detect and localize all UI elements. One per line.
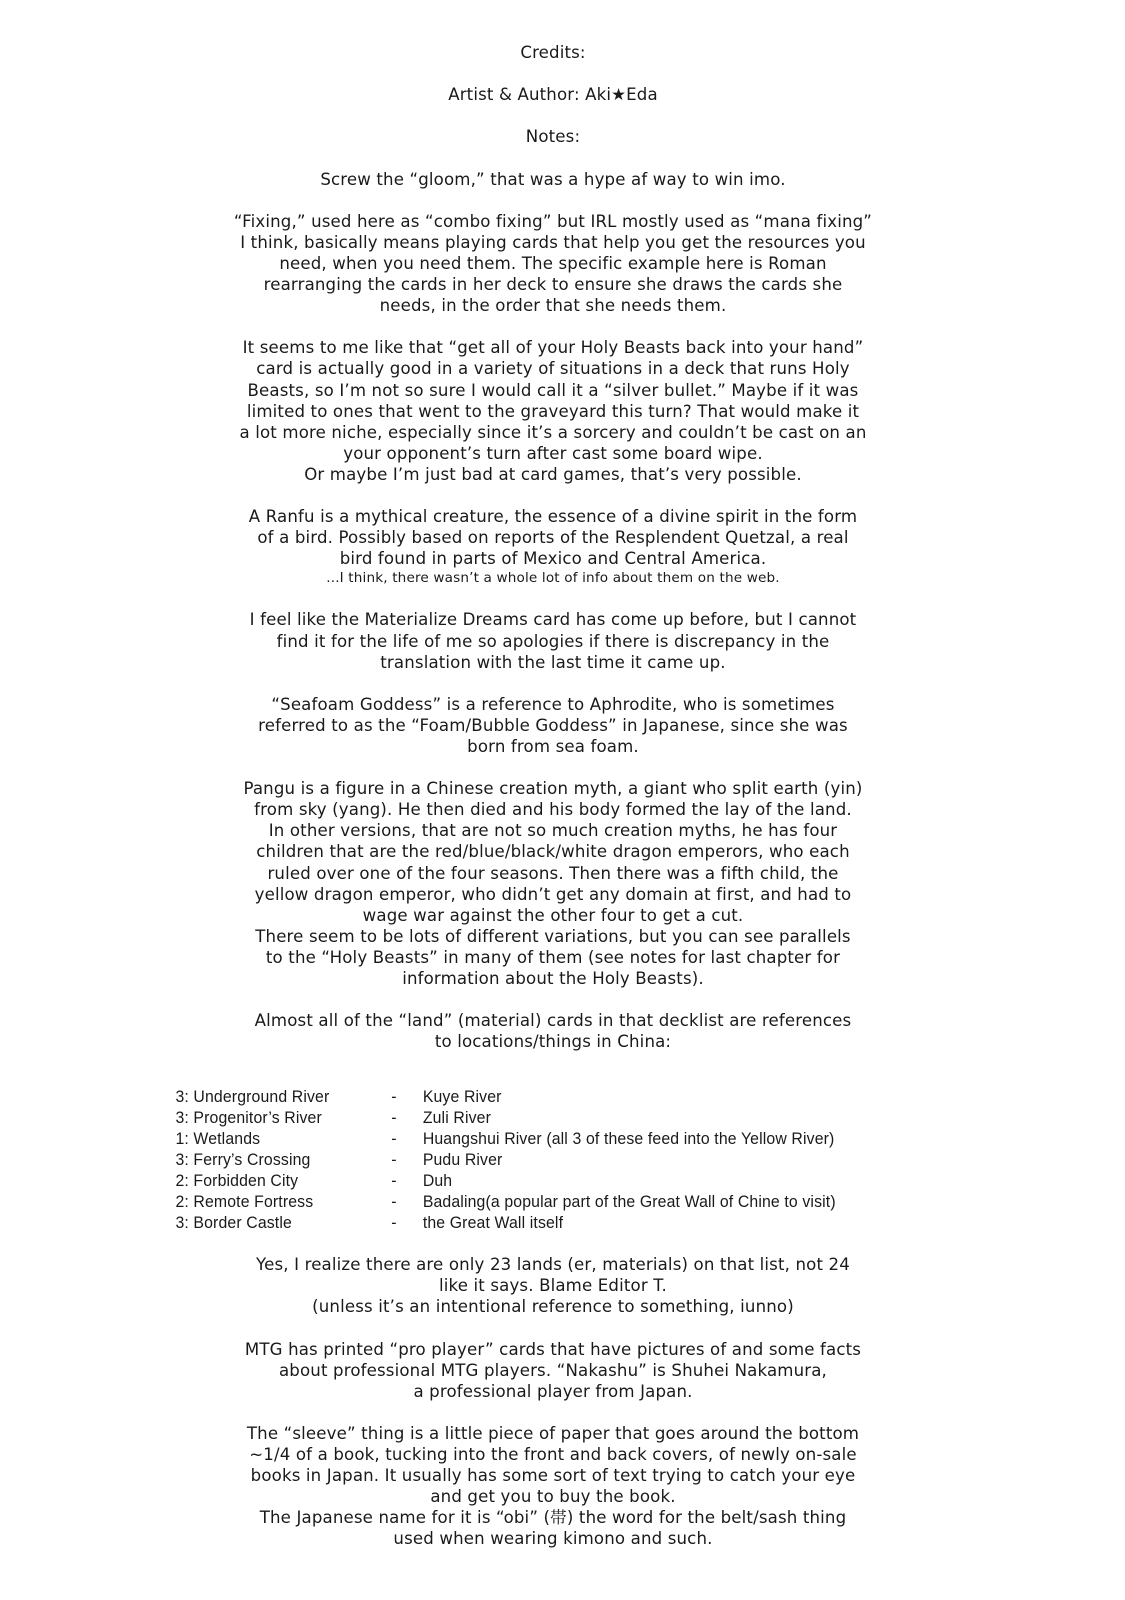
text-line: information about the Holy Beasts). — [402, 969, 704, 989]
card-name-cell: 3: Ferry’s Crossing — [175, 1149, 311, 1169]
table-row — [175, 1191, 891, 1212]
text-line: I feel like the Materialize Dreams card has come up before, but I cannot — [249, 610, 857, 630]
separator-cell: - — [391, 1107, 397, 1127]
text-line: referred to as the “Foam/Bubble Goddess” in Japanese, since she was — [258, 715, 848, 735]
text-line: a lot more niche, especially since it’s a sorcery and couldn’t be cast on an — [239, 422, 867, 442]
notes-heading: Notes: — [525, 127, 581, 147]
text-line: “Fixing,” used here as “combo fixing” but IRL mostly used as “mana fixing” — [233, 211, 873, 231]
text-line: It seems to me like that “get all of your Holy Beasts back into your hand” — [242, 338, 864, 358]
note-paragraph — [168, 1010, 938, 1052]
text-line: books in Japan. It usually has some sort of text trying to catch your eye — [250, 1466, 856, 1486]
note-paragraph — [168, 1339, 938, 1402]
credits-heading: Credits: — [520, 43, 586, 62]
note-paragraph — [168, 1423, 938, 1550]
text-line: find it for the life of me so apologies if there is discrepancy in the — [276, 631, 830, 651]
text-line: translation with the last time it came up. — [380, 652, 726, 672]
separator-cell: - — [391, 1191, 397, 1211]
reference-cell: the Great Wall itself — [422, 1213, 564, 1233]
reference-cell: Badaling(a popular part of the Great Wall of Chine to visit) — [422, 1191, 836, 1211]
text-line: Or maybe I’m just bad at card games, that’s very possible. — [304, 464, 802, 484]
table-row — [175, 1212, 891, 1233]
card-name-cell: 2: Remote Fortress — [175, 1191, 314, 1211]
text-line: Pangu is a figure in a Chinese creation myth, a giant who split earth (yin) — [243, 779, 863, 799]
note-paragraph — [168, 211, 938, 316]
text-line: to locations/things in China: — [434, 1032, 672, 1052]
text-line: born from sea foam. — [467, 737, 639, 756]
text-line: card is actually good in a variety of situations in a deck that runs Holy — [256, 359, 850, 379]
table-row — [175, 1170, 891, 1191]
separator-cell: - — [391, 1213, 397, 1233]
note-paragraph — [168, 694, 938, 757]
text-line: MTG has printed “pro player” cards that have pictures of and some facts — [244, 1339, 862, 1359]
notes-section — [168, 169, 938, 1053]
text-line: ~1/4 of a book, tucking into the front and back covers, of newly on-sale — [249, 1445, 857, 1465]
reference-cell: Duh — [422, 1170, 453, 1190]
table-row — [175, 1149, 891, 1170]
note-paragraph — [168, 337, 938, 485]
text-line: limited to ones that went to the graveyard this turn? That would make it — [246, 401, 860, 421]
text-line: Screw the “gloom,” that was a hype af way to win imo. — [320, 169, 786, 189]
table-row — [175, 1086, 891, 1107]
text-line: like it says. Blame Editor T. — [439, 1276, 667, 1296]
note-paragraph — [168, 609, 938, 672]
text-line: The Japanese name for it is “obi” (帯) the word for the belt/sash thing — [259, 1508, 847, 1528]
text-line: ruled over one of the four seasons. Then there was a fifth child, the — [267, 863, 839, 883]
text-line: In other versions, that are not so much creation myths, he has four — [268, 821, 838, 841]
text-line: There seem to be lots of different variations, but you can see parallels — [255, 926, 851, 946]
text-line: A Ranfu is a mythical creature, the essence of a divine spirit in the form — [248, 507, 858, 527]
land-reference-table — [168, 1074, 884, 1234]
separator-cell: - — [391, 1170, 397, 1190]
card-name-cell: 3: Border Castle — [175, 1213, 292, 1233]
reference-cell: Zuli River — [422, 1107, 491, 1127]
text-line: Beasts, so I’m not so sure I would call it a “silver bullet.” Maybe if it was — [247, 380, 859, 400]
separator-cell: - — [391, 1128, 397, 1148]
note-paragraph — [168, 169, 938, 190]
table-row — [175, 1128, 891, 1149]
text-line: Almost all of the “land” (material) cards in that decklist are references — [254, 1011, 852, 1031]
notes-section-after — [168, 1254, 938, 1549]
text-line: need, when you need them. The specific example here is Roman — [279, 253, 827, 273]
text-line: a professional player from Japan. — [413, 1381, 693, 1401]
text-line: your opponent’s turn after cast some board wipe. — [343, 443, 763, 463]
text-line: I think, basically means playing cards that help you get the resources you — [240, 232, 866, 252]
text-line: about professional MTG players. “Nakashu” is Shuhei Nakamura, — [278, 1360, 827, 1380]
card-name-cell: 2: Forbidden City — [175, 1170, 299, 1190]
card-name-cell: 3: Underground River — [175, 1086, 330, 1106]
text-line: “Seafoam Goddess” is a reference to Aphrodite, who is sometimes — [271, 694, 835, 714]
text-line: needs, in the order that she needs them. — [379, 296, 727, 316]
reference-cell: Kuye River — [422, 1086, 502, 1106]
reference-cell: Pudu River — [422, 1149, 503, 1169]
text-line: Yes, I realize there are only 23 lands (er, materials) on that list, not 24 — [256, 1255, 850, 1275]
artist-author-credit: Artist & Author: Aki★Eda — [448, 85, 658, 105]
table-row — [175, 1107, 891, 1128]
text-line: The “sleeve” thing is a little piece of paper that goes around the bottom — [246, 1424, 860, 1443]
card-name-cell: 1: Wetlands — [175, 1128, 261, 1148]
text-line: (unless it’s an intentional reference to something, iunno) — [312, 1297, 794, 1317]
text-line: children that are the red/blue/black/white dragon emperors, who each — [256, 842, 850, 862]
text-line: and get you to buy the book. — [430, 1487, 676, 1507]
text-column — [168, 42, 938, 1571]
text-line: used when wearing kimono and such. — [393, 1529, 713, 1549]
text-line: from sky (yang). He then died and his body formed the lay of the land. — [254, 800, 852, 820]
note-paragraph — [168, 1254, 938, 1317]
text-line: bird found in parts of Mexico and Central America. — [339, 549, 767, 569]
reference-cell: Huangshui River (all 3 of these feed into the Yellow River) — [422, 1128, 835, 1148]
note-paragraph — [168, 506, 938, 588]
separator-cell: - — [391, 1086, 397, 1106]
separator-cell: - — [391, 1149, 397, 1169]
text-line: of a bird. Possibly based on reports of the Resplendent Quetzal, a real — [257, 528, 849, 548]
text-line: wage war against the other four to get a cut. — [362, 905, 744, 925]
text-line: yellow dragon emperor, who didn’t get any domain at first, and had to — [254, 884, 852, 904]
note-paragraph — [168, 778, 938, 989]
aside-text-line: ...I think, there wasn’t a whole lot of info about them on the web. — [326, 570, 780, 587]
card-name-cell: 3: Progenitor’s River — [175, 1107, 322, 1127]
text-line: to the “Holy Beasts” in many of them (see notes for last chapter for — [265, 947, 841, 967]
text-line: rearranging the cards in her deck to ensure she draws the cards she — [263, 275, 843, 295]
